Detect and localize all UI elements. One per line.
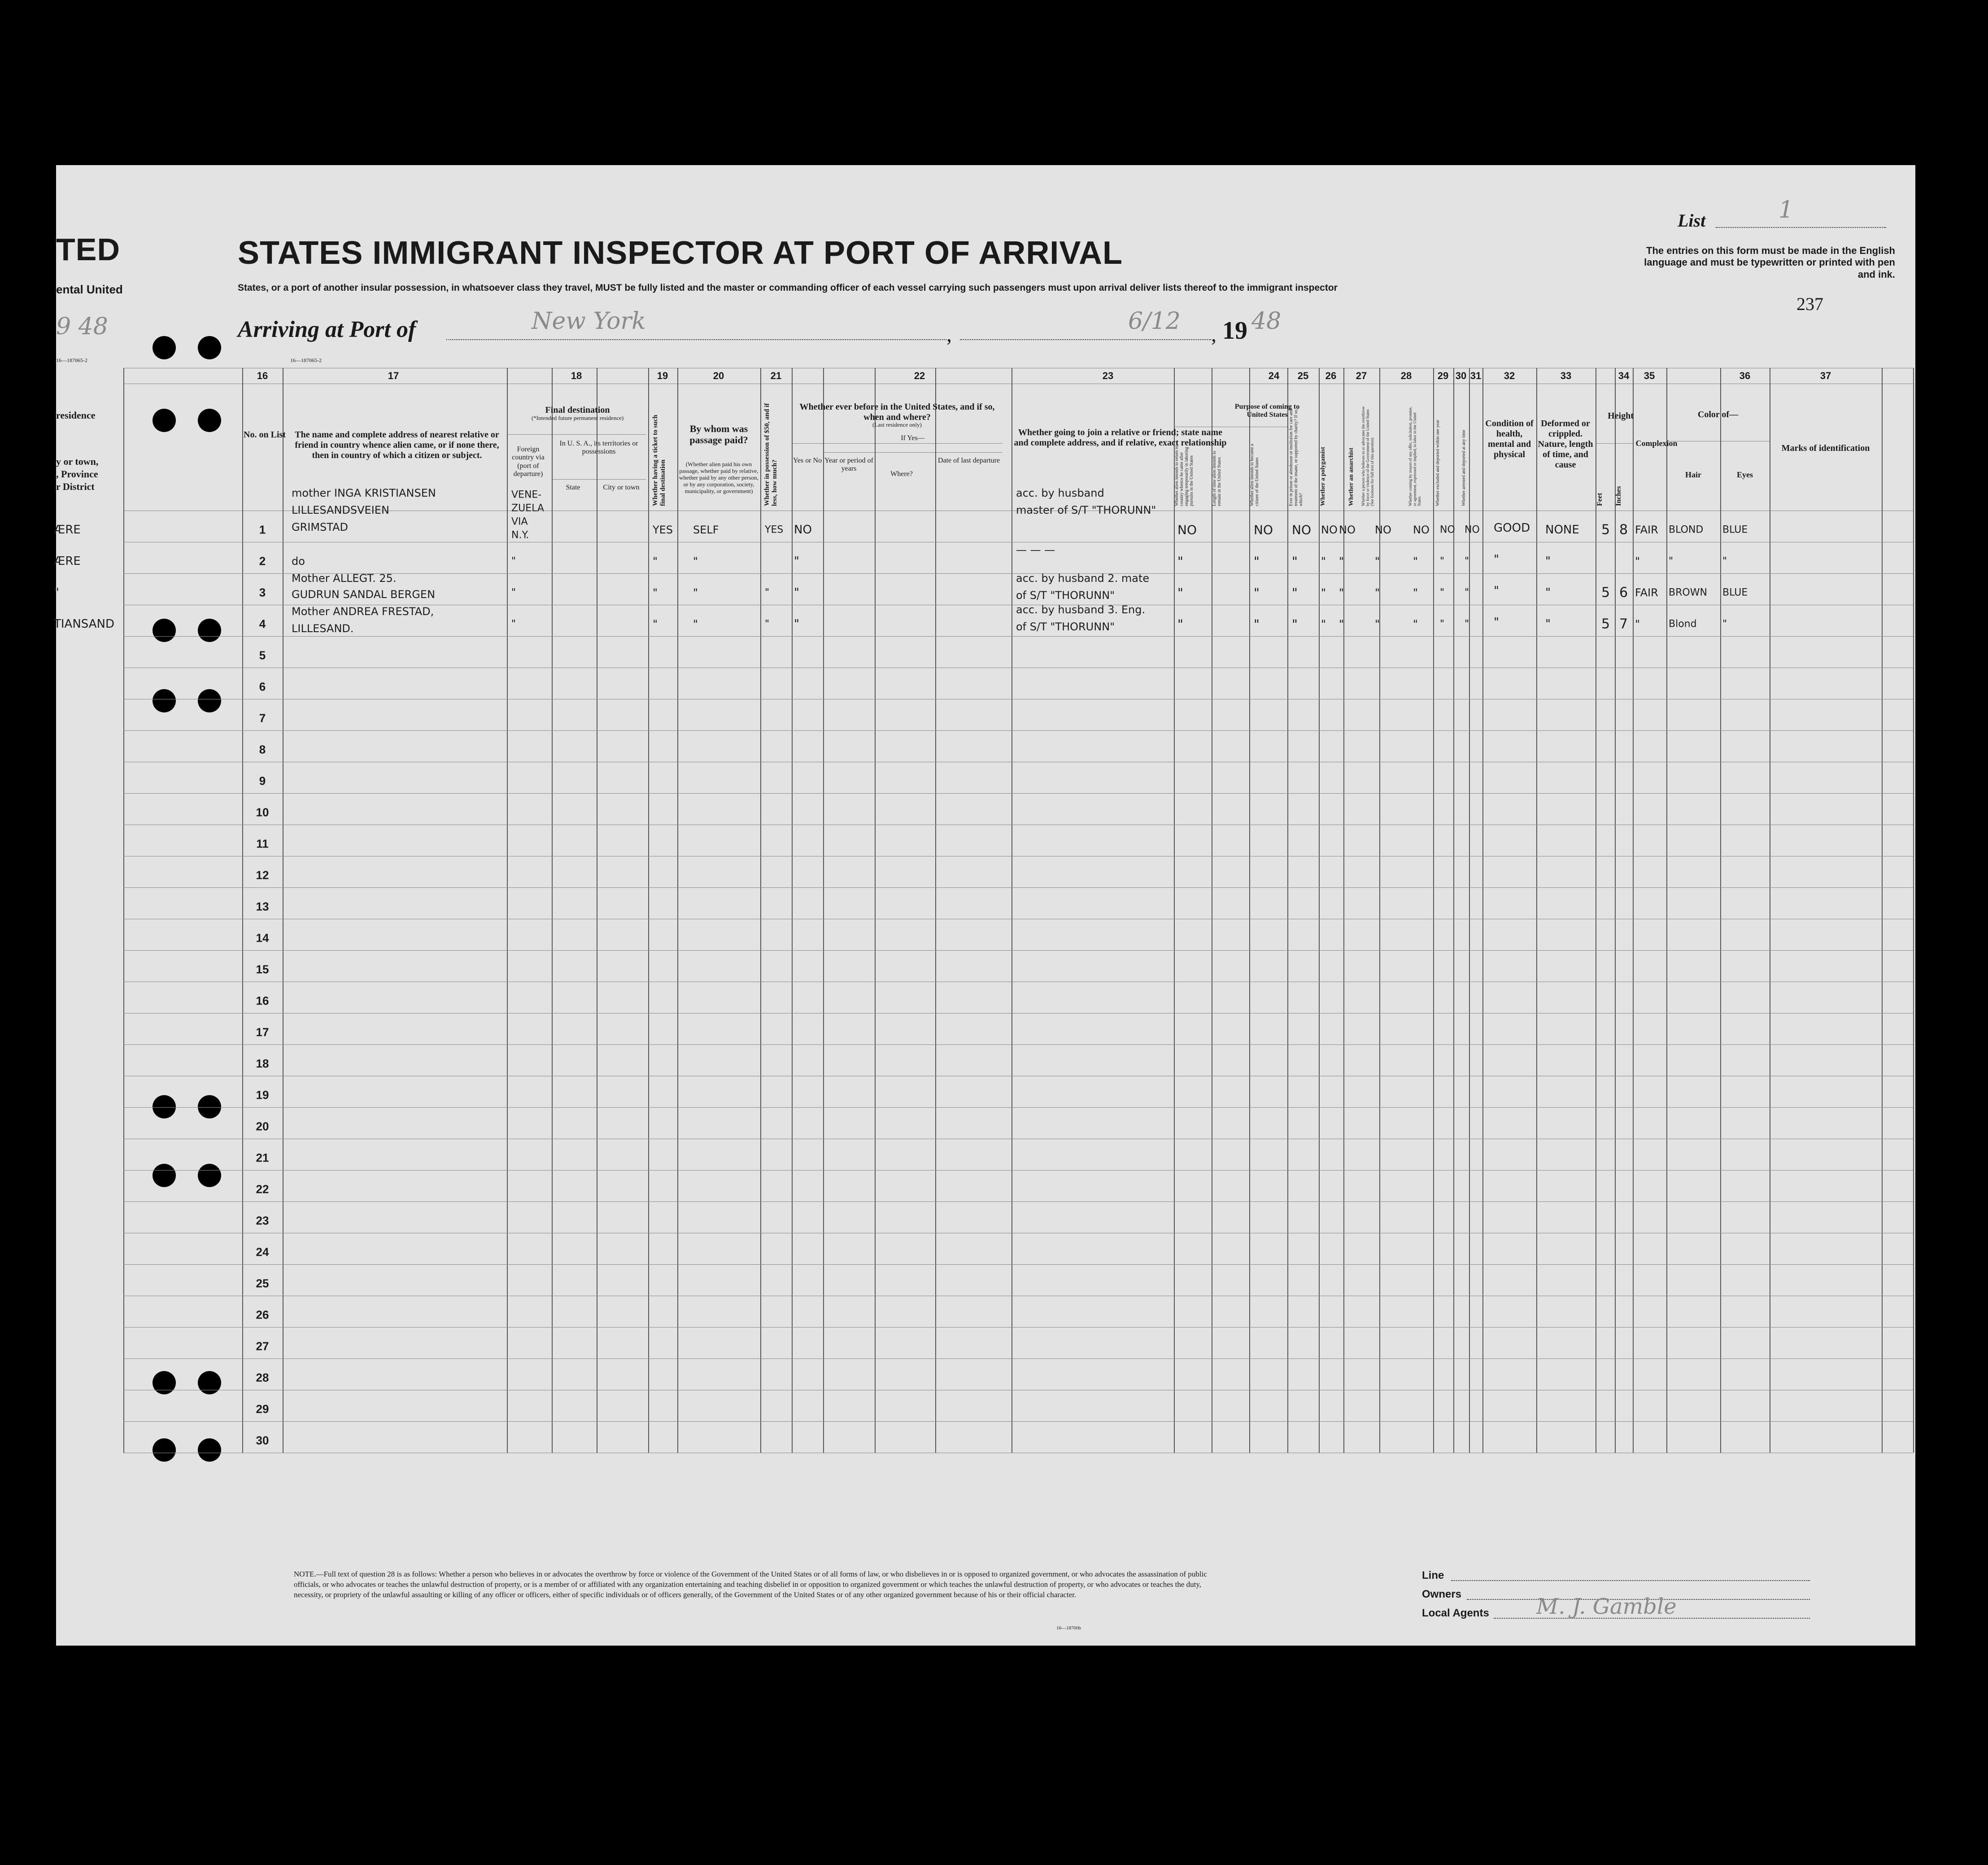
entry-condition: " [1494, 616, 1499, 629]
entry-inches: 8 [1619, 522, 1628, 538]
entry-deformed: " [1545, 586, 1551, 599]
column-divider [1882, 368, 1883, 1453]
column-divider [242, 368, 243, 1453]
entry-ticket: " [653, 555, 658, 568]
punch-hole [153, 409, 176, 432]
column-number: 18 [571, 370, 582, 381]
row-number: 17 [256, 1025, 269, 1039]
entry-polygamist: NO [1321, 524, 1338, 536]
page-number: 237 [1796, 294, 1823, 314]
row-number: 15 [256, 962, 269, 976]
row-number: 28 [256, 1371, 269, 1385]
entry-excluded: " [1440, 618, 1445, 630]
entry-complexion: FAIR [1635, 524, 1658, 536]
entry-ticket: " [653, 618, 658, 630]
entry-foreign-country: " [511, 618, 516, 630]
row-number: 29 [256, 1402, 269, 1416]
column-number: 35 [1644, 370, 1655, 381]
entry-eyes: BLUE [1722, 587, 1748, 598]
row-rule [123, 1264, 1913, 1265]
column-number: 16 [257, 370, 268, 381]
entry-condition: GOOD [1494, 521, 1530, 535]
header-marks: Marks of identification [1781, 443, 1870, 453]
entry-purpose-c: " [1254, 554, 1260, 569]
row-number: 21 [256, 1151, 269, 1165]
entry-passage-paid: " [693, 586, 698, 599]
entry-anarchist: NO [1339, 524, 1356, 536]
column-divider [1615, 368, 1616, 1453]
entry-ever-before: NO [794, 523, 812, 537]
punch-hole [153, 336, 176, 359]
header-excluded: Whether excluded and deported within one year [1435, 419, 1440, 506]
row-rule [123, 1358, 1913, 1359]
entry-join-relative: of S/T "THORUNN" [1016, 589, 1115, 602]
header-fifty-dollars: Whether in possession of $50, and if less, how much? [763, 403, 778, 506]
column-number: 34 [1618, 370, 1630, 381]
date-line [960, 339, 1211, 340]
column-divider [1720, 368, 1721, 1453]
entry-complexion: FAIR [1635, 586, 1658, 599]
left-fragment-date: 9 48 [56, 313, 108, 340]
left-fragment-district: r District [56, 481, 95, 492]
header-ever-before-note: (Last residence only) [872, 421, 922, 428]
punch-hole [153, 1371, 176, 1394]
entry-arrested: " [1465, 555, 1469, 567]
left-fragment-province: , Province [56, 468, 98, 480]
entry-deformed: NONE [1545, 523, 1579, 537]
entry-passage-paid: " [693, 555, 698, 568]
row-rule [123, 950, 1913, 951]
header-no-on-list: No. on List [244, 430, 286, 440]
column-number: 33 [1560, 370, 1572, 381]
row-rule [123, 887, 1913, 888]
header-yes-no: Yes or No [793, 457, 822, 464]
punch-hole [198, 619, 221, 642]
entry-polygamist: " [1321, 555, 1326, 568]
entry-ever-before: " [794, 617, 799, 631]
punch-hole [153, 1095, 176, 1118]
manifest-sheet [56, 165, 1915, 1646]
header-year-period: Year or period of years [824, 457, 873, 473]
row-number: 14 [256, 931, 269, 945]
entry-arrested: " [1465, 587, 1469, 598]
entry-passage-paid: " [693, 618, 698, 630]
punch-hole [153, 1164, 176, 1187]
arriving-label: Arriving at Port of [238, 317, 416, 342]
column-divider [552, 368, 553, 1453]
column-number: 24 [1268, 370, 1280, 381]
header-join-relative: Whether going to join a relative or friend; state name and complete address, and if relative, exact relationship [1014, 428, 1227, 448]
column-divider [1433, 368, 1434, 1453]
header-final-destination: Final destination [545, 405, 610, 415]
previous-page-residence: TIANSAND [54, 617, 115, 631]
row-number: 16 [256, 994, 269, 1008]
footer-line-label: Line [1422, 1569, 1444, 1581]
header-overthrow: Whether a person who believes in or advocates the overthrow by force or violence of the Government of the United States (See footnote for full text of this question) [1361, 406, 1374, 506]
page-subtitle: States, or a port of another insular possession, in whatsoever class they travel, MUST be fully listed and the master or commanding officer of each vessel carrying such passengers must upon arrival deliver lists thereof to the immigrant inspector [238, 283, 1338, 293]
row-number: 27 [256, 1339, 269, 1353]
header-polygamist: Whether a polygamist [1320, 447, 1326, 506]
column-divider [875, 368, 876, 1453]
column-divider [677, 368, 678, 1453]
footer-agents-value: M. J. Gamble [1536, 1594, 1677, 1619]
punch-hole [198, 689, 221, 712]
header-ticket: Whether having a ticket to such final destination [652, 415, 667, 506]
entry-complexion: " [1635, 618, 1640, 630]
column-number: 23 [1102, 370, 1114, 381]
row-number: 8 [259, 743, 266, 756]
row-rule [123, 636, 1913, 637]
usa-subrule [552, 479, 646, 480]
entry-deformed: " [1545, 617, 1551, 631]
column-divider [1249, 368, 1250, 1453]
row-number: 20 [256, 1119, 269, 1133]
list-value: 1 [1779, 197, 1794, 223]
punch-hole [198, 409, 221, 432]
punch-hole [153, 689, 176, 712]
row-number: 7 [259, 711, 266, 725]
row-number: 18 [256, 1057, 269, 1070]
row-rule [123, 1421, 1913, 1422]
entry-nearest-relative: Mother ALLEGT. 25. [292, 572, 397, 585]
entry-nearest-relative: LILLESANDSVEIEN [292, 504, 389, 516]
entry-nearest-relative: LILLESAND. [292, 622, 354, 635]
column-divider [123, 368, 124, 1453]
header-ever-before: Whether ever before in the United States, and if so, when and where? [799, 402, 995, 422]
comma-2: , [1211, 323, 1216, 346]
entry-purpose-a: NO [1177, 522, 1197, 537]
entry-condition: " [1494, 584, 1499, 598]
entry-excluded: NO [1440, 524, 1455, 536]
column-divider [760, 368, 761, 1453]
header-purpose-b: Length of time alien intends to remain in the United States [1212, 450, 1222, 506]
entry-deformed: " [1545, 555, 1551, 568]
entry-prison: " [1292, 554, 1298, 569]
column-number: 29 [1437, 370, 1449, 381]
list-line [1716, 227, 1886, 228]
entry-overthrow: " [1375, 618, 1380, 630]
entry-purpose-c: " [1254, 616, 1260, 632]
column-divider [935, 368, 936, 1453]
comma: , [946, 323, 952, 346]
entry-feet: 5 [1601, 616, 1610, 632]
punch-hole [153, 619, 176, 642]
entry-eyes: " [1722, 618, 1727, 630]
port-line [446, 339, 946, 340]
column-number: 37 [1820, 370, 1831, 381]
header-height: Height [1608, 411, 1634, 421]
column-divider [1287, 368, 1288, 1453]
row-number: 9 [259, 774, 266, 788]
column-number: 25 [1297, 370, 1309, 381]
entry-foreign-country: ZUELA [511, 502, 544, 514]
punch-hole [198, 1371, 221, 1394]
left-fragment-residence: residence [56, 410, 96, 421]
row-rule [123, 1044, 1913, 1045]
entry-join-relative: — — — [1016, 544, 1055, 556]
form-instructions: The entries on this form must be made in the English language and must be typewritten or printed with pen and ink. [1644, 245, 1895, 280]
row-rule [123, 1201, 1913, 1202]
entry-prison: " [1292, 585, 1298, 600]
column-number: 19 [657, 370, 668, 381]
entry-nearest-relative: GUDRUN SANDAL BERGEN [292, 588, 436, 601]
list-label: List [1678, 210, 1706, 231]
punch-hole [198, 1438, 221, 1462]
header-hair: Hair [1685, 470, 1701, 479]
row-number: 24 [256, 1245, 269, 1259]
entry-nearest-relative: GRIMSTAD [292, 521, 348, 533]
entry-contract: " [1413, 618, 1418, 630]
column-number: 32 [1504, 370, 1515, 381]
column-number: 31 [1470, 370, 1482, 381]
row-rule [123, 1170, 1913, 1171]
entry-contract: " [1413, 555, 1418, 568]
port-value: New York [532, 308, 646, 335]
footer-owners-label: Owners [1422, 1588, 1462, 1600]
column-number: 21 [770, 370, 782, 381]
punch-hole [198, 1095, 221, 1118]
entry-purpose-a: " [1177, 585, 1183, 600]
header-feet: Feet [1596, 493, 1604, 506]
row-number: 25 [256, 1276, 269, 1290]
column-divider [1536, 368, 1537, 1453]
column-divider [1633, 368, 1634, 1453]
left-fragment-subtitle: ental United [56, 283, 123, 296]
form-code-left: 16—187065-2 [56, 357, 87, 363]
entry-ever-before: " [794, 586, 799, 599]
row-rule [123, 1327, 1913, 1328]
column-divider [648, 368, 649, 1453]
header-purpose: Purpose of coming to United States [1234, 403, 1300, 419]
column-number: 36 [1739, 370, 1751, 381]
year-prefix: 19 [1222, 317, 1247, 345]
header-final-destination-note: (*Intended future permanent residence) [531, 415, 624, 421]
header-city: City or town [603, 484, 640, 491]
entry-excluded: " [1440, 555, 1445, 567]
entry-prison: NO [1292, 522, 1311, 537]
entry-hair: BROWN [1669, 587, 1707, 598]
column-number: 17 [388, 370, 399, 381]
column-number: 27 [1356, 370, 1367, 381]
entry-foreign-country: VENE- [511, 489, 542, 501]
header-complexion: Complexion [1635, 439, 1678, 448]
header-in-usa: In U. S. A., its territories or possessions [559, 440, 638, 456]
header-purpose-a: Whether alien intends to return to country whence he came after engaging temporarily in laboring pursuits in the United States [1174, 446, 1194, 506]
entry-eyes: " [1722, 555, 1727, 567]
entry-hair: Blond [1669, 618, 1697, 630]
row-rule [123, 1107, 1913, 1108]
row-number: 23 [256, 1214, 269, 1227]
row-number: 6 [259, 680, 266, 694]
column-divider [1319, 368, 1320, 1453]
row-number: 13 [256, 900, 269, 913]
entry-nearest-relative: Mother ANDREA FRESTAD, [292, 605, 434, 618]
entry-join-relative: acc. by husband [1016, 487, 1104, 499]
header-deformed: Deformed or crippled. Nature, length of time, and cause [1538, 419, 1593, 470]
row-number: 1 [259, 523, 266, 537]
entry-feet: 5 [1601, 585, 1610, 601]
column-number: 26 [1325, 370, 1337, 381]
column-number: 28 [1400, 370, 1412, 381]
column-number: 30 [1455, 370, 1467, 381]
previous-page-residence: " [54, 586, 59, 599]
punch-hole [153, 1438, 176, 1462]
header-purpose-c: Whether alien intends to become a citizen of the United States [1250, 444, 1260, 506]
header-inches: Inches [1615, 486, 1622, 506]
entry-excluded: " [1440, 587, 1445, 598]
header-state: State [566, 484, 580, 491]
header-nearest-relative: The name and complete address of nearest relative or friend in country whence alien came, or if none there, then in country of which a citizen or subject. [295, 430, 499, 460]
column-divider [1174, 368, 1175, 1453]
entry-join-relative: acc. by husband 2. mate [1016, 572, 1150, 585]
punch-hole [198, 336, 221, 359]
form-code-right: 16—187065-2 [290, 357, 322, 363]
entry-overthrow: " [1375, 586, 1380, 599]
entry-contract: NO [1413, 524, 1430, 536]
left-fragment-city: y or town, [56, 456, 99, 467]
column-number: 22 [914, 370, 925, 381]
header-where: Where? [890, 470, 913, 478]
entry-contract: " [1413, 586, 1418, 599]
entry-overthrow: " [1375, 555, 1380, 568]
entry-anarchist: " [1339, 618, 1344, 630]
row-number: 26 [256, 1308, 269, 1322]
entry-ticket: " [653, 586, 658, 599]
previous-page-residence: ÆRE [54, 523, 81, 537]
entry-feet: 5 [1601, 522, 1610, 538]
entry-foreign-country: VIA [511, 516, 528, 528]
header-eyes: Eyes [1737, 470, 1753, 479]
entry-ever-before: " [794, 555, 799, 568]
year-suffix: 48 [1251, 308, 1282, 335]
row-number: 11 [256, 837, 269, 851]
column-divider [507, 368, 508, 1453]
entry-foreign-country: " [511, 555, 516, 567]
entry-arrested: " [1465, 618, 1469, 630]
entry-purpose-c: " [1254, 585, 1260, 600]
punch-hole [198, 1164, 221, 1187]
entry-join-relative: of S/T "THORUNN" [1016, 620, 1115, 633]
row-number: 5 [259, 648, 266, 662]
entry-overthrow: NO [1375, 524, 1391, 536]
row-number: 10 [256, 805, 269, 819]
column-divider [1666, 368, 1667, 1453]
left-fragment-title: TED [56, 232, 120, 267]
entry-eyes: BLUE [1722, 524, 1748, 536]
entry-prison: " [1292, 616, 1298, 632]
entry-hair: BLOND [1669, 524, 1704, 536]
entry-polygamist: " [1321, 618, 1326, 630]
header-foreign-country: Foreign country via (port of departure) [512, 446, 545, 478]
entry-hair: " [1669, 555, 1674, 567]
column-divider [823, 368, 824, 1453]
header-date-departure: Date of last departure [937, 457, 1000, 464]
column-number: 20 [713, 370, 724, 381]
column-divider [1482, 368, 1483, 1453]
entry-polygamist: " [1321, 586, 1326, 599]
header-if-yes: If Yes— [901, 434, 925, 442]
entry-anarchist: " [1339, 555, 1344, 568]
footer-line-rule [1451, 1580, 1810, 1581]
entry-ticket: YES [653, 524, 673, 536]
footer-form-code: 16—18700b [1056, 1625, 1081, 1631]
row-rule [123, 793, 1913, 794]
row-rule [123, 730, 1913, 731]
final-destination-subrule [507, 434, 646, 435]
page-title: STATES IMMIGRANT INSPECTOR AT PORT OF ARRIVAL [238, 235, 1123, 271]
entry-foreign-country: " [511, 587, 516, 598]
entry-nearest-relative: do [292, 555, 305, 568]
header-color-of: Color of— [1697, 410, 1739, 419]
entry-join-relative: master of S/T "THORUNN" [1016, 504, 1156, 516]
entry-purpose-a: " [1177, 554, 1183, 569]
entry-nearest-relative: mother INGA KRISTIANSEN [292, 487, 436, 499]
entry-purpose-a: " [1177, 616, 1183, 632]
column-divider [1913, 368, 1914, 1453]
header-contract: Whether coming by reason of any offer, solicitation, promise, or agreement, expressed or implied, to labor in the United States [1408, 406, 1421, 506]
header-passage-paid: By whom was passage paid? [689, 423, 748, 446]
header-prison: Ever in prison or almshouse or institution for care and treatment of the insane, or supported by charity? If so, which? [1289, 409, 1304, 506]
entry-fifty-dollars: YES [765, 524, 784, 536]
row-number: 3 [259, 585, 266, 599]
row-number: 2 [259, 554, 266, 568]
header-anarchist: Whether an anarchist [1348, 447, 1355, 506]
header-condition: Condition of health, mental and physical [1485, 419, 1534, 459]
entry-arrested: NO [1465, 524, 1480, 536]
row-number: 4 [259, 617, 266, 631]
row-number: 22 [256, 1182, 269, 1196]
row-number: 12 [256, 868, 269, 882]
entry-foreign-country: N.Y. [511, 529, 529, 541]
entry-inches: 6 [1619, 585, 1628, 601]
entry-fifty-dollars: " [765, 587, 770, 598]
entry-complexion: " [1635, 555, 1640, 568]
footer-agents-label: Local Agents [1422, 1607, 1489, 1619]
entry-purpose-c: NO [1254, 522, 1273, 537]
entry-inches: 7 [1619, 616, 1628, 632]
entry-passage-paid: SELF [693, 524, 719, 536]
row-number: 30 [256, 1433, 269, 1447]
entry-join-relative: acc. by husband 3. Eng. [1016, 603, 1146, 616]
entry-condition: " [1494, 553, 1499, 566]
footnote-question-28: NOTE.—Full text of question 28 is as follows: Whether a person who believes in or advocates the overthrow by force or violence of the Government of the United States or of all forms of law, or who disbelieves in or is opposed to organized government, or who advocates the assassination of public officials, or who advocates or teaches the unlawful destruction of property, or is a member of or affiliated with any organization entertaining and teaching disbelief in or opposition to organized government or which teaches the unlawful destruction of property, or who advocates or teaches the duty, necessity, or propriety of the unlawful assaulting or killing of any officer or officers, either of specific individuals or of officers generally, of the Government of the United States or of any other organized government because of his or their official character. [294, 1570, 1207, 1599]
column-divider [792, 368, 793, 1453]
if-yes-subrule [823, 452, 1003, 453]
row-number: 19 [256, 1088, 269, 1102]
column-divider [1011, 368, 1012, 1453]
date-value: 6/12 [1128, 308, 1181, 335]
entry-fifty-dollars: " [765, 618, 770, 630]
entry-anarchist: " [1339, 586, 1344, 599]
header-arrested: Whether arrested and deported at any time [1461, 430, 1466, 506]
header-passage-paid-note: (Whether alien paid his own passage, whether paid by relative, whether paid by any other person, or by any corporation, society, municipality, or government) [679, 461, 759, 494]
previous-page-residence: ÆRE [54, 555, 81, 568]
